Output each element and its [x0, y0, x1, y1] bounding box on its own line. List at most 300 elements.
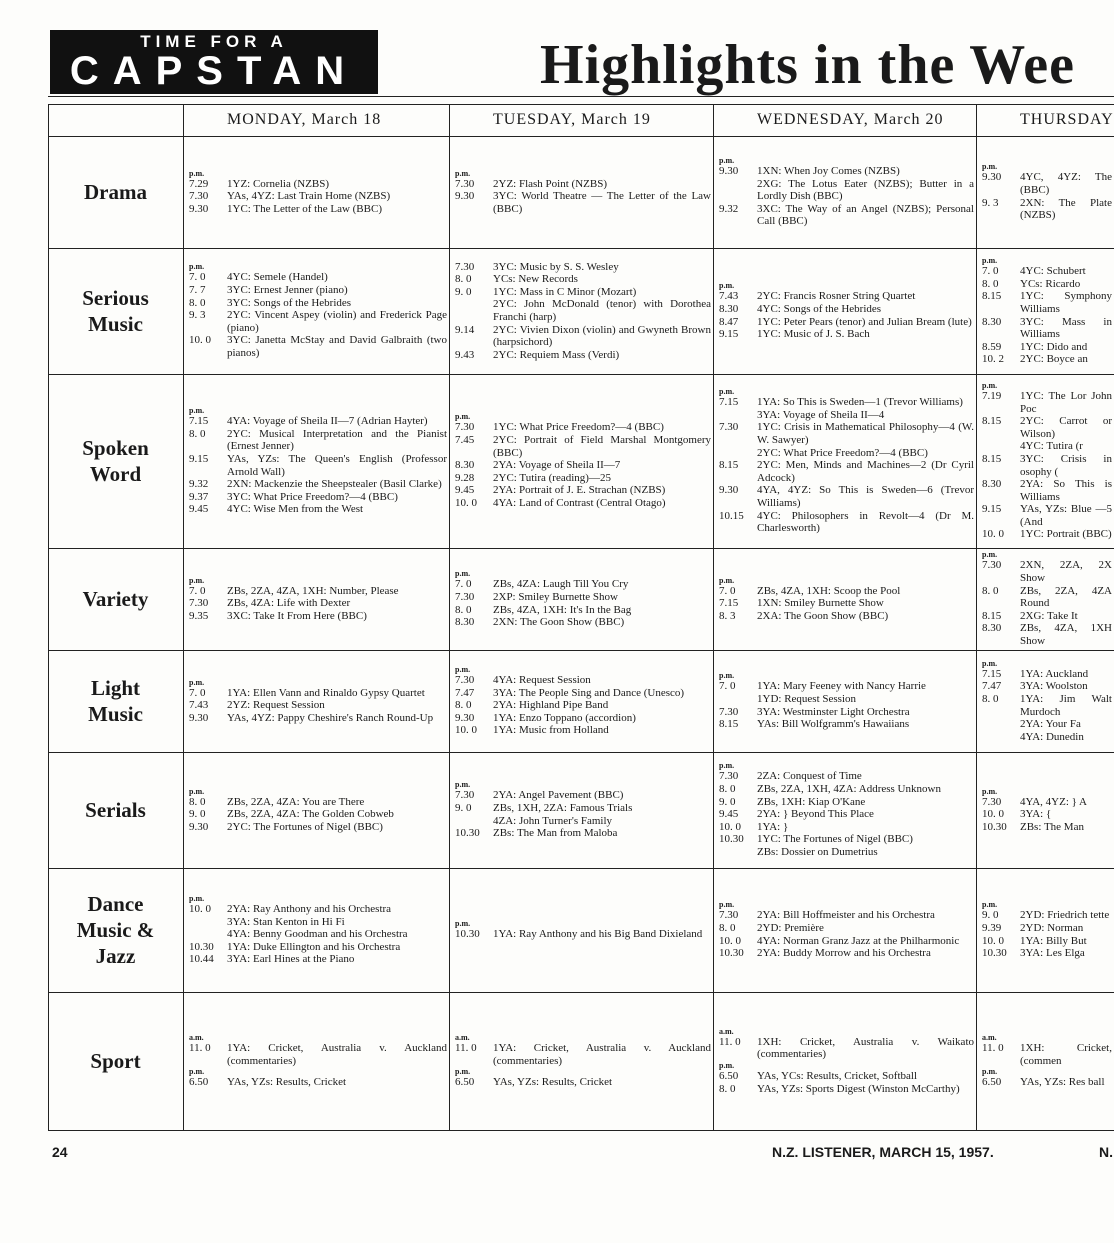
- time-period-label: a.m.: [719, 1026, 734, 1036]
- programme-title: 2YC: Carrot or Wilson): [1020, 415, 1112, 440]
- programme-title: 1YA: Auckland: [1020, 667, 1089, 680]
- programme-time: 9.30: [189, 202, 209, 215]
- programme-title: 2YA: Highland Pipe Band: [493, 699, 609, 712]
- programme-entry: [719, 718, 974, 731]
- time-period-label: p.m.: [189, 677, 205, 687]
- programme-entry: [189, 796, 447, 809]
- programme-title: YAs, YZs: Results, Cricket: [493, 1076, 613, 1089]
- programme-time: 9.30: [189, 820, 209, 833]
- programme-title: YAs, 4YZ: Last Train Home (NZBS): [227, 190, 391, 203]
- programme-title: YAs, 4YZ: Pappy Cheshire's Ranch Round-Up: [227, 711, 434, 724]
- schedule-cell: [189, 872, 447, 988]
- programme-entry: [719, 447, 974, 460]
- programme-entry: [982, 610, 1112, 623]
- time-period-label: p.m.: [189, 1067, 205, 1077]
- programme-entry: [719, 178, 974, 203]
- programme-entry: [982, 478, 1112, 503]
- schedule-cell: [455, 756, 711, 864]
- column-rule: [976, 104, 977, 1130]
- row-rule: [48, 248, 1114, 249]
- schedule-cell: [719, 996, 974, 1126]
- time-period-label: p.m.: [982, 162, 998, 172]
- programme-title: 2XN: The Goon Show (BBC): [493, 616, 625, 629]
- programme-entry: [719, 484, 974, 509]
- programme-entry: [455, 459, 711, 472]
- programme-title: ZBs, 4ZA: Laugh Till You Cry: [493, 578, 629, 591]
- programme-title: 1YC: Dido and: [1020, 340, 1088, 353]
- programme-time: 10. 2: [982, 353, 1004, 366]
- schedule-cell: [455, 378, 711, 544]
- programme-entry: [189, 941, 447, 954]
- programme-time: 7.30: [719, 705, 739, 718]
- programme-title: ZBs: The Man from Maloba: [493, 827, 618, 840]
- programme-title: 4YC: Semele (Handel): [227, 271, 328, 284]
- bottom-rule: [48, 1130, 1114, 1131]
- programme-time: 10.30: [719, 947, 744, 960]
- programme-title: 3YC: Music by S. S. Wesley: [493, 260, 619, 273]
- programme-entry: [719, 1070, 974, 1083]
- programme-entry: [719, 821, 974, 834]
- programme-time: 9.39: [982, 921, 1002, 934]
- programme-entry: [189, 597, 447, 610]
- programme-entry: [982, 440, 1112, 453]
- programme-title: 2YC: Francis Rosner String Quartet: [757, 290, 916, 303]
- programme-title: 1YC: What Price Freedom?—4 (BBC): [493, 421, 664, 434]
- programme-time: 7.43: [719, 290, 739, 303]
- programme-time: [719, 178, 757, 203]
- programme-entry: [455, 261, 711, 274]
- programme-title: 1YA: Duke Ellington and his Orchestra: [227, 940, 401, 953]
- programme-entry: [982, 622, 1112, 646]
- programme-time: 6.50: [982, 1076, 1002, 1089]
- day-header: MONDAY, March 18: [227, 111, 382, 128]
- programme-entry: [189, 928, 447, 941]
- programme-time: [719, 447, 757, 460]
- programme-entry: [189, 585, 447, 598]
- programme-entry: [189, 428, 447, 453]
- programme-time: 7.47: [455, 686, 475, 699]
- programme-entry: [719, 459, 974, 484]
- programme-title: 2YD: Première: [757, 921, 824, 934]
- programme-title: 2YC: Men, Minds and Machines—2 (Dr Cyril Adcock): [757, 459, 974, 484]
- programme-time: 8. 0: [982, 692, 999, 705]
- programme-entry: [719, 610, 974, 623]
- programme-title: 3YA: Voyage of Sheila II—4: [757, 408, 885, 421]
- programme-title: 2YA: Your Fa: [1020, 718, 1081, 731]
- programme-title: 1YZ: Cornelia (NZBS): [227, 177, 330, 190]
- programme-entry: [982, 265, 1112, 278]
- programme-time: 8. 0: [982, 277, 999, 290]
- programme-title: YAs: Bill Wolfgramm's Hawaiians: [757, 718, 910, 731]
- programme-entry: [719, 409, 974, 422]
- programme-time: 9.32: [189, 478, 209, 491]
- programme-entry: [982, 353, 1112, 366]
- programme-entry: [982, 171, 1112, 196]
- time-period-label: p.m.: [455, 919, 471, 929]
- programme-entry: [982, 947, 1112, 960]
- programme-title: 1YC: Crisis in Mathematical Philosophy—4 (W. W. Sawyer): [757, 421, 974, 447]
- programme-title: ZBs, 4ZA: Life with Dexter: [227, 597, 351, 610]
- programme-entry: [455, 699, 711, 712]
- schedule-cell: [455, 140, 711, 244]
- programme-entry: [189, 953, 447, 966]
- programme-entry: [189, 687, 447, 700]
- programme-title: 3YC: Songs of the Hebrides: [227, 296, 352, 309]
- programme-time: 9.35: [189, 609, 209, 622]
- page-number: 24: [52, 1144, 68, 1160]
- time-period-label: p.m.: [719, 156, 735, 166]
- schedule-cell: [189, 654, 447, 748]
- programme-time: 9.15: [189, 452, 209, 465]
- programme-entry: [189, 309, 447, 334]
- programme-entry: [189, 478, 447, 491]
- programme-time: 10. 0: [455, 724, 477, 737]
- programme-time: 10.30: [455, 827, 480, 840]
- programme-entry: [719, 947, 974, 960]
- day-header: TUESDAY, March 19: [493, 111, 651, 128]
- programme-time: 9. 0: [189, 808, 206, 821]
- programme-entry: [982, 585, 1112, 610]
- category-label: Serials: [85, 798, 146, 822]
- programme-entry: [719, 680, 974, 693]
- programme-title: ZBs, 4ZA, 1XH Show: [1020, 622, 1112, 646]
- logo-tagline: TIME FOR A: [140, 32, 288, 51]
- programme-title: 4YC: Tutira (r: [1020, 440, 1083, 453]
- programme-time: 10.44: [189, 953, 214, 966]
- programme-title: 2YC: Portrait of Field Marshal Montgomery (BBC): [493, 434, 711, 459]
- programme-entry: [189, 491, 447, 504]
- programme-time: [455, 815, 493, 828]
- programme-entry: [455, 687, 711, 700]
- schedule-cell: [189, 756, 447, 864]
- programme-entry: [455, 827, 711, 840]
- programme-title: 4YA: Benny Goodman and his Orchestra: [227, 928, 408, 941]
- programme-time: 7.15: [719, 396, 739, 409]
- time-period-label: p.m.: [982, 552, 998, 560]
- programme-time: 11. 0: [455, 1042, 477, 1055]
- time-period-label: p.m.: [982, 380, 998, 390]
- programme-title: 2YC: The Fortunes of Nigel (BBC): [227, 820, 383, 833]
- programme-title: 4YA: Voyage of Sheila II—7 (Adrian Hayter): [227, 415, 428, 428]
- programme-time: 9.43: [455, 348, 475, 361]
- programme-title: ZBs: Dossier on Dumetrius: [757, 845, 878, 858]
- programme-entry: [189, 453, 447, 478]
- programme-time: 11. 0: [982, 1042, 1004, 1055]
- schedule-cell: [455, 252, 711, 370]
- programme-entry: [455, 273, 711, 286]
- programme-title: 2XN, 2ZA, 2X Show: [1020, 559, 1112, 585]
- programme-time: 10.15: [719, 509, 744, 522]
- programme-title: 2YC: John McDonald (tenor) with Dorothea Franchi (harp): [493, 298, 711, 323]
- programme-time: 7.30: [455, 590, 475, 603]
- programme-entry: [455, 190, 711, 215]
- category-label: Variety: [82, 587, 149, 611]
- programme-entry: [982, 1042, 1112, 1067]
- programme-entry: [189, 821, 447, 834]
- schedule-cell: [189, 378, 447, 544]
- programme-title: 4YA: Request Session: [493, 674, 591, 687]
- programme-time: 9.45: [189, 503, 209, 516]
- programme-title: 2XP: Smiley Burnette Show: [493, 590, 618, 603]
- schedule-cell: [455, 552, 711, 646]
- programme-entry: [719, 1036, 974, 1061]
- programme-time: 6.50: [189, 1076, 209, 1089]
- programme-title: 2YC: Musical Interpretation and the Pianist (Ernest Jenner): [227, 427, 447, 453]
- programme-title: 3YC: Mass in Williams: [1020, 315, 1112, 341]
- programme-title: 2YA: } Beyond This Place: [757, 808, 874, 821]
- programme-time: 8.30: [455, 459, 475, 472]
- time-period-label: p.m.: [189, 168, 205, 178]
- programme-title: 1YA: Cricket, Australia v. Auckland (commentaries): [493, 1042, 711, 1067]
- programme-entry: [982, 821, 1112, 834]
- programme-time: [189, 928, 227, 941]
- programme-title: 2XG: The Lotus Eater (NZBS); Butter in a Lordly Dish (BBC): [757, 177, 974, 203]
- programme-time: 9.30: [455, 190, 475, 203]
- schedule-cell: [982, 996, 1112, 1126]
- time-period-label: p.m.: [719, 900, 735, 910]
- row-rule: [48, 752, 1114, 753]
- column-rule: [449, 104, 450, 1130]
- programme-time: 7.30: [982, 559, 1002, 572]
- programme-entry: [982, 290, 1112, 315]
- programme-entry: [189, 203, 447, 216]
- programme-time: 8.15: [982, 290, 1002, 303]
- programme-time: 9. 0: [719, 795, 736, 808]
- programme-time: 11. 0: [189, 1042, 211, 1055]
- programme-time: 8.59: [982, 340, 1002, 353]
- schedule-cell: [719, 872, 974, 988]
- programme-time: 8. 0: [455, 273, 472, 286]
- programme-time: 8.30: [719, 302, 739, 315]
- programme-entry: [189, 916, 447, 929]
- programme-time: 9.30: [719, 484, 739, 497]
- time-period-label: p.m.: [455, 412, 471, 422]
- programme-time: 10.30: [719, 833, 744, 846]
- programme-title: 2XA: The Goon Show (BBC): [757, 609, 889, 622]
- programme-title: 2YZ: Flash Point (NZBS): [493, 177, 607, 190]
- category-label: Drama: [84, 180, 147, 204]
- row-rule: [48, 992, 1114, 993]
- time-period-label: p.m.: [719, 1061, 735, 1070]
- programme-entry: [189, 415, 447, 428]
- logo-brand: CAPSTAN: [69, 49, 359, 93]
- time-period-label: p.m.: [719, 387, 735, 397]
- schedule-cell: [719, 756, 974, 864]
- programme-title: 1YC: Mass in C Minor (Mozart): [493, 285, 637, 298]
- programme-entry: [719, 935, 974, 948]
- programme-time: 7.47: [982, 680, 1002, 693]
- programme-time: 7.30: [189, 597, 209, 610]
- programme-title: YCs: Ricardo: [1020, 277, 1081, 290]
- time-period-label: p.m.: [189, 786, 205, 796]
- programme-entry: [719, 510, 974, 535]
- schedule-cell: [189, 140, 447, 244]
- programme-time: 11. 0: [719, 1035, 741, 1048]
- time-period-label: p.m.: [719, 671, 735, 681]
- programme-title: 4YC: Schubert: [1020, 265, 1086, 278]
- programme-time: 8.30: [982, 315, 1002, 328]
- programme-title: 3YC: Ernest Jenner (piano): [227, 284, 348, 297]
- programme-time: 8.15: [982, 609, 1002, 622]
- programme-title: YAs, YZs: Results, Cricket: [227, 1076, 347, 1089]
- programme-title: 4YA: Dunedin: [1020, 730, 1084, 743]
- programme-time: 9.45: [719, 808, 739, 821]
- programme-time: 9.28: [455, 471, 475, 484]
- programme-time: 8. 0: [719, 921, 736, 934]
- programme-entry: [982, 668, 1112, 681]
- programme-title: ZBs, 4ZA, 1XH: It's In the Bag: [493, 603, 632, 616]
- programme-title: 1YA: Ray Anthony and his Big Band Dixieland: [493, 928, 703, 941]
- programme-title: YAs, YCs: Results, Cricket, Softball: [757, 1070, 918, 1082]
- programme-entry: [982, 390, 1112, 415]
- programme-time: 7. 0: [189, 686, 206, 699]
- top-rule: [48, 96, 1114, 97]
- programme-time: 8. 0: [189, 427, 206, 440]
- programme-title: 1YA: Ellen Vann and Rinaldo Gypsy Quartet: [227, 686, 425, 699]
- programme-entry: [189, 1042, 447, 1067]
- programme-title: 4YC: Songs of the Hebrides: [757, 302, 882, 315]
- time-period-label: p.m.: [455, 168, 471, 178]
- programme-title: 1YC: The Lor John Poc: [1020, 389, 1112, 415]
- programme-entry: [982, 796, 1112, 809]
- programme-entry: [982, 197, 1112, 222]
- programme-entry: [455, 591, 711, 604]
- programme-time: 7.30: [719, 909, 739, 922]
- programme-time: 7. 0: [719, 584, 736, 597]
- programme-title: YAs, YZs: Sports Digest (Winston McCarthy): [757, 1082, 960, 1095]
- programme-title: 3YA: The People Sing and Dance (Unesco): [493, 686, 685, 699]
- programme-title: 1YC: Portrait (BBC): [1020, 528, 1112, 541]
- programme-entry: [455, 324, 711, 349]
- programme-entry: [189, 190, 447, 203]
- programme-entry: [719, 316, 974, 329]
- programme-entry: [719, 203, 974, 228]
- programme-time: 7.30: [719, 421, 739, 434]
- programme-entry: [982, 415, 1112, 440]
- programme-time: 8.30: [982, 478, 1002, 491]
- programme-title: ZBs, 4ZA, 1XH: Scoop the Pool: [757, 584, 901, 597]
- programme-time: 9. 0: [455, 285, 472, 298]
- programme-entry: [189, 271, 447, 284]
- time-period-label: p.m.: [455, 665, 471, 675]
- programme-entry: [719, 808, 974, 821]
- programme-title: 2YC: Tutira (reading)—25: [493, 471, 611, 484]
- programme-title: 2YA: So This is Williams: [1020, 478, 1112, 503]
- programme-time: [189, 916, 227, 929]
- programme-title: 1YC: Symphony Williams: [1020, 290, 1112, 315]
- programme-title: 4ZA: John Turner's Family: [493, 814, 613, 827]
- schedule-cell: [189, 996, 447, 1126]
- programme-entry: [719, 796, 974, 809]
- programme-entry: [719, 165, 974, 178]
- programme-time: [455, 298, 493, 323]
- column-rule: [183, 104, 184, 1130]
- programme-title: 3YA: Westminster Light Orchestra: [757, 705, 910, 718]
- time-period-label: p.m.: [982, 900, 998, 910]
- programme-title: 2YA: Voyage of Sheila II—7: [493, 459, 621, 472]
- programme-entry: [982, 718, 1112, 731]
- programme-entry: [455, 724, 711, 737]
- time-period-label: a.m.: [982, 1033, 997, 1043]
- programme-time: 8. 0: [719, 1082, 736, 1095]
- schedule-grid: [48, 104, 1114, 1130]
- programme-entry: [719, 421, 974, 446]
- programme-title: 2YC: Boyce an: [1020, 353, 1088, 366]
- time-period-label: p.m.: [719, 281, 735, 291]
- programme-title: 4YC: Wise Men from the West: [227, 503, 364, 516]
- programme-entry: [455, 349, 711, 362]
- programme-entry: [455, 421, 711, 434]
- programme-time: 9. 3: [189, 309, 206, 322]
- row-rule: [48, 868, 1114, 869]
- programme-entry: [189, 297, 447, 310]
- programme-time: 8. 3: [719, 609, 736, 622]
- programme-time: 8. 0: [189, 296, 206, 309]
- programme-title: ZBs: The Man: [1020, 820, 1084, 833]
- programme-title: ZBs, 2ZA, 4ZA, 1XH: Number, Please: [227, 584, 399, 597]
- programme-entry: [455, 178, 711, 191]
- programme-time: 8. 0: [982, 584, 999, 597]
- programme-time: 7.15: [982, 667, 1002, 680]
- programme-entry: [189, 503, 447, 516]
- time-period-label: p.m.: [189, 262, 205, 272]
- programme-time: 10. 0: [719, 934, 741, 947]
- programme-time: 10. 0: [982, 934, 1004, 947]
- programme-title: 2YC: What Price Freedom?—4 (BBC): [757, 446, 928, 459]
- programme-time: 7. 7: [189, 284, 206, 297]
- programme-entry: [455, 802, 711, 815]
- programme-time: 7.30: [719, 770, 739, 783]
- schedule-cell: [719, 654, 974, 748]
- programme-title: 1YA: Music from Holland: [493, 724, 609, 737]
- programme-title: 2YD: Norman: [1020, 921, 1084, 934]
- row-rule: [48, 374, 1114, 375]
- programme-time: 7.30: [455, 260, 475, 273]
- schedule-cell: [455, 996, 711, 1126]
- programme-title: 3YA: Stan Kenton in Hi Fi: [227, 915, 345, 928]
- programme-title: 2YC: Requiem Mass (Verdi): [493, 348, 620, 361]
- programme-entry: [455, 497, 711, 510]
- schedule-cell: [189, 252, 447, 370]
- programme-time: 8.30: [982, 622, 1002, 635]
- programme-time: 7. 0: [455, 578, 472, 591]
- programme-entry: [982, 453, 1112, 478]
- programme-time: 10.30: [189, 940, 214, 953]
- category-label: Spoken Word: [82, 436, 149, 486]
- programme-title: 1YA: Mary Feeney with Nancy Harrie: [757, 680, 926, 693]
- programme-title: 3XC: Take It From Here (BBC): [227, 609, 367, 622]
- programme-entry: [982, 316, 1112, 341]
- programme-entry: [189, 808, 447, 821]
- programme-title: 1YD: Request Session: [757, 692, 856, 705]
- programme-entry: [719, 328, 974, 341]
- programme-entry: [189, 712, 447, 725]
- programme-entry: [719, 693, 974, 706]
- programme-time: 7. 0: [719, 680, 736, 693]
- programme-entry: [189, 284, 447, 297]
- programme-time: 8. 0: [455, 603, 472, 616]
- programme-time: 8.47: [719, 315, 739, 328]
- programme-time: 10.30: [455, 928, 480, 941]
- next-page-edge: N.: [1099, 1144, 1113, 1160]
- schedule-cell: [719, 252, 974, 370]
- time-period-label: p.m.: [455, 569, 471, 579]
- schedule-cell: [189, 552, 447, 646]
- programme-title: 1XN: Smiley Burnette Show: [757, 597, 884, 610]
- programme-time: 7.30: [455, 177, 475, 190]
- programme-title: 2XN: The Plate (NZBS): [1020, 196, 1112, 222]
- programme-time: 8.15: [982, 452, 1002, 465]
